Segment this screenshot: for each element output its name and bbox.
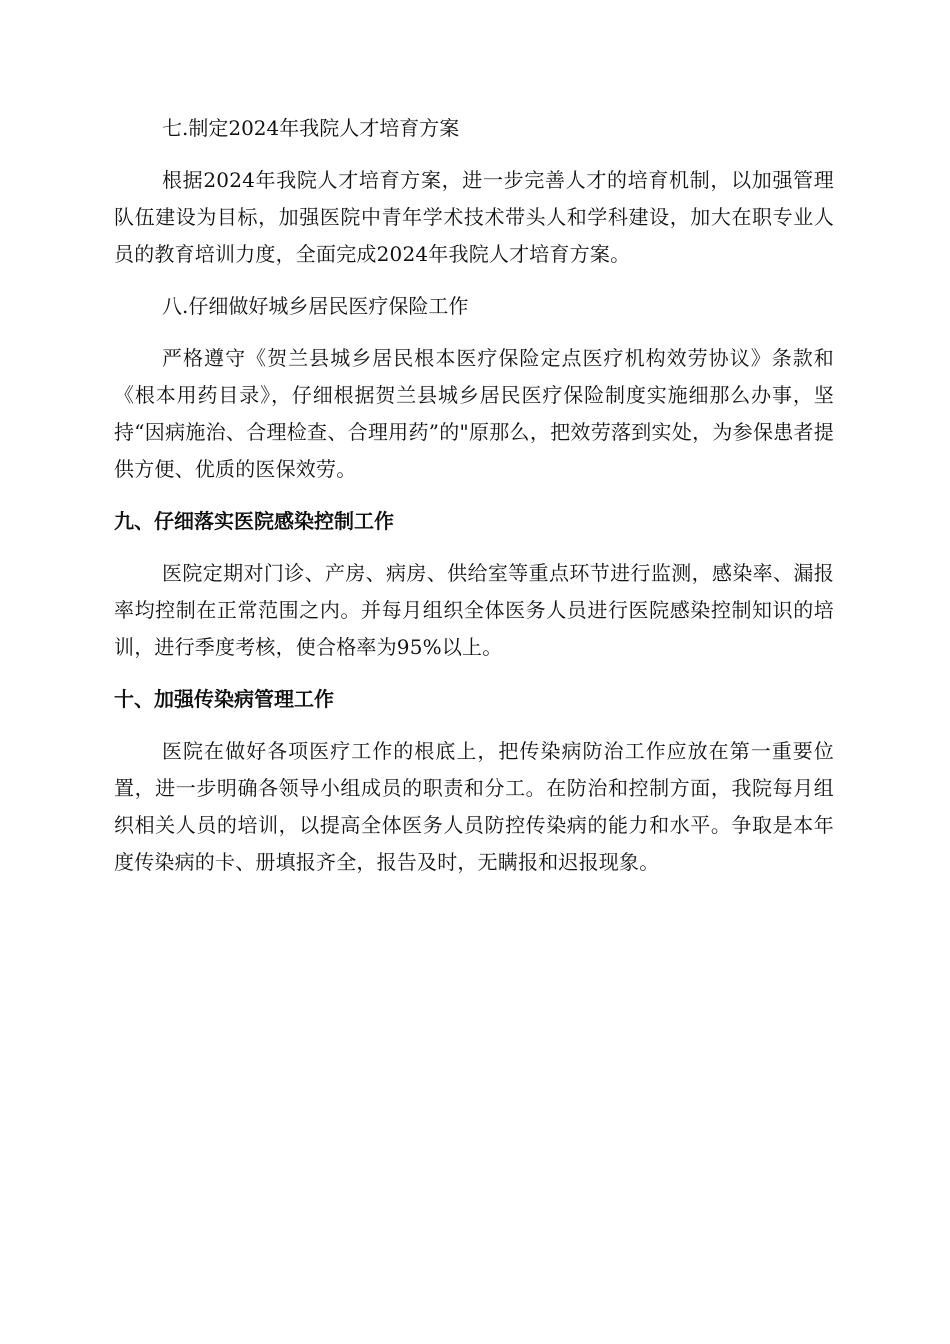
section-body-9: 医院定期对门诊、产房、病房、供给室等重点环节进行监测，感染率、漏报率均控制在正常范围之内。并每月组织全体医务人员进行医院感染控制知识的培训，进行季度考核，使合格率为95%以上。	[114, 561, 834, 659]
section-body-7: 根据2024年我院人才培育方案，进一步完善人才的培育机制，以加强管理队伍建设为目标，加强医院中青年学术技术带头人和学科建设，加大在职专业人员的教育培训力度，全面完成2024年我院人才培育方案。	[114, 168, 834, 266]
section-heading-9: 九、仔细落实医院感染控制工作	[114, 509, 394, 533]
section-body-8: 严格遵守《贺兰县城乡居民根本医疗保险定点医疗机构效劳协议》条款和《根本用药目录》，仔细根据贺兰县城乡居民医疗保险制度实施细那么办事，坚持“因病施治、合理检查、合理用药”的"原那么，把效劳落到实处，为参保患者提供方便、优质的医保效劳。	[114, 346, 834, 481]
section-heading-7: 七.制定2024年我院人才培育方案	[162, 116, 460, 140]
section-heading-8: 八.仔细做好城乡居民医疗保险工作	[162, 294, 469, 318]
section-heading-10: 十、加强传染病管理工作	[114, 687, 334, 711]
section-body-10: 医院在做好各项医疗工作的根底上，把传染病防治工作应放在第一重要位置，进一步明确各领导小组成员的职责和分工。在防治和控制方面，我院每月组织相关人员的培训，以提高全体医务人员防控传染病的能力和水平。争取是本年度传染病的卡、册填报齐全，报告及时，无瞒报和迟报现象。	[114, 739, 834, 874]
document-page	[114, 110, 834, 896]
